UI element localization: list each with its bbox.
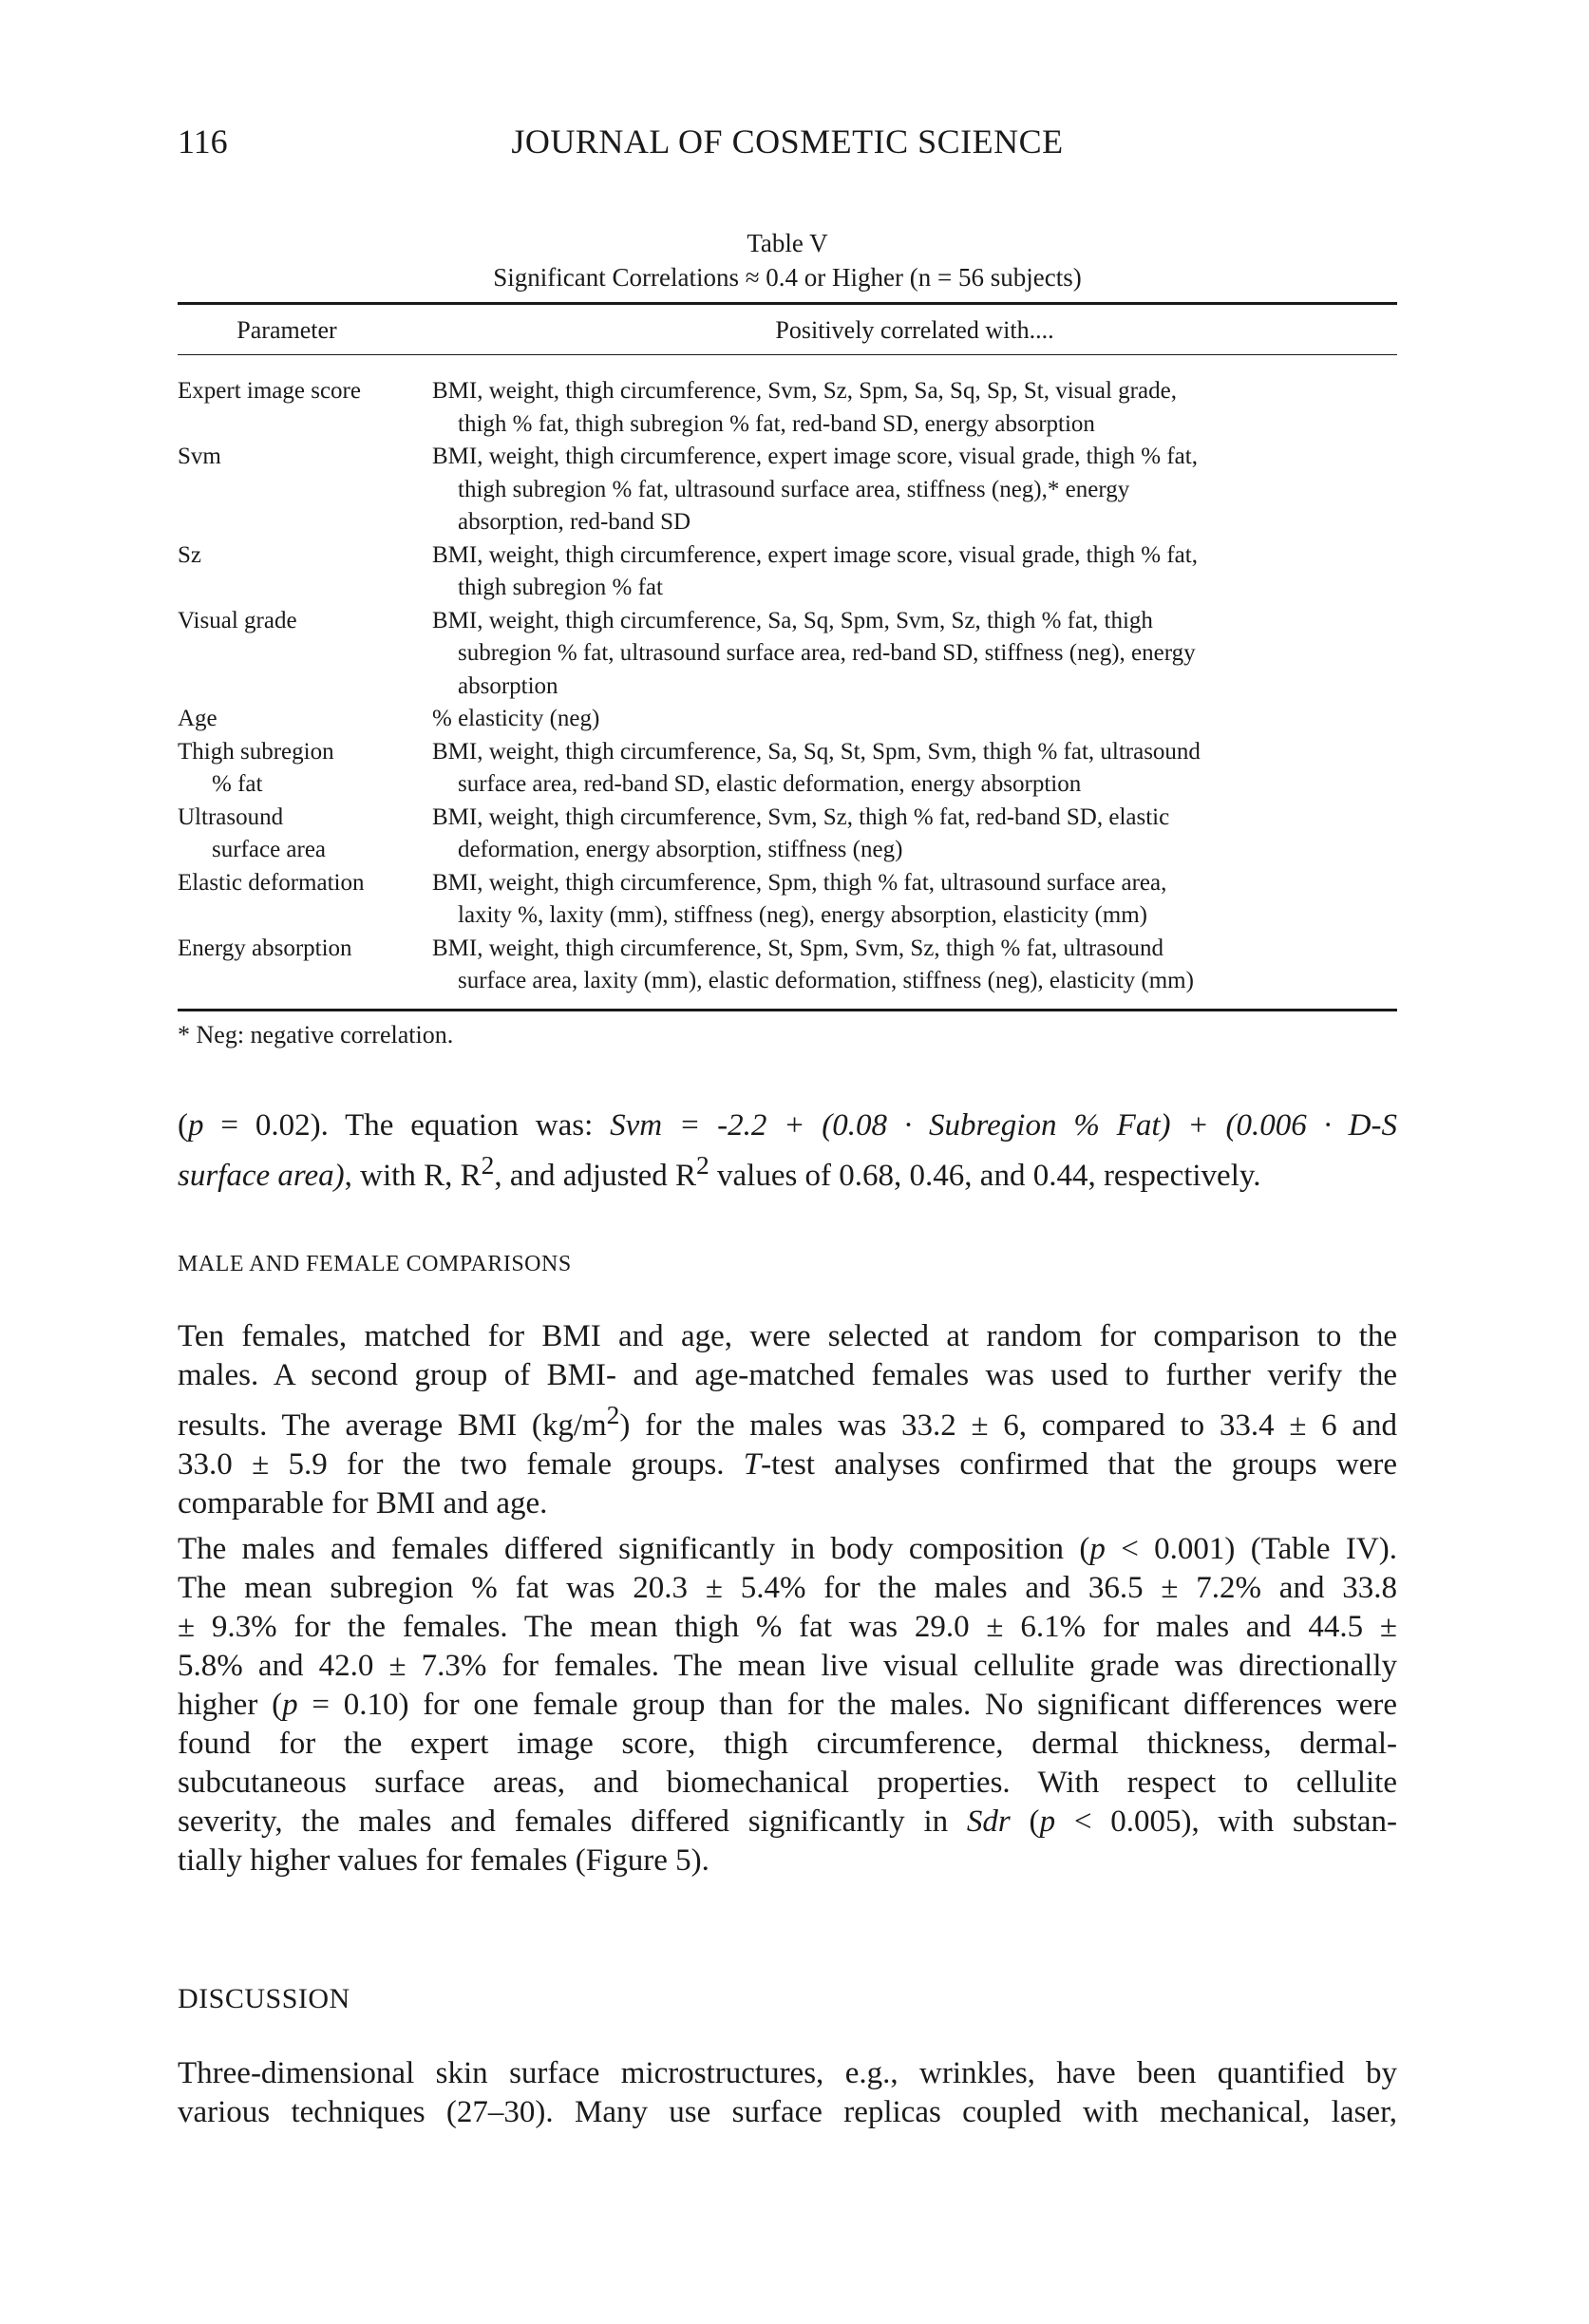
table-cell-parameter	[178, 605, 432, 704]
correlation-line: absorption	[458, 672, 558, 699]
table-title: Significant Correlations ≈ 0.4 or Higher (n = 56 subjects)	[493, 263, 1082, 292]
correlation-line: subregion % fat, ultrasound surface area, red-band SD, stiffness (neg), energy	[458, 640, 1196, 666]
table-header-rule	[178, 354, 1397, 355]
section-heading-discussion: DISCUSSION	[178, 1983, 350, 2014]
correlation-line: BMI, weight, thigh circumference, Spm, thigh % fat, ultrasound surface area,	[432, 869, 1167, 896]
table-cell-correlations	[432, 539, 1397, 605]
parameter-line: Visual grade	[178, 607, 297, 633]
table-cell-parameter	[178, 867, 432, 933]
table-cell-correlations	[432, 736, 1397, 802]
table-footnote: * Neg: negative correlation.	[178, 1021, 454, 1049]
parameter-line: % fat	[212, 771, 263, 797]
paragraph-male-female-1: Ten females, matched for BMI and age, were selected at random for comparison to the males. A second group of BMI- and age-matched females was used to further verify the results. The average BMI $(kg/m^2)$ for the males was 33.2 ± 6, compared to 33.4 ± 6 and 33.0 ± 5.9 for the two female groups. T-test analyses confirmed that the groups were comparable for BMI and age.	[178, 1319, 1397, 1521]
correlation-line: BMI, weight, thigh circumference, expert image score, visual grade, thigh % fat,	[432, 444, 1198, 469]
correlation-line: BMI, weight, thigh circumference, St, Spm, Svm, Sz, thigh % fat, ultrasound	[432, 935, 1164, 961]
table-cell-correlations	[432, 703, 1397, 736]
parameter-line: Thigh subregion	[178, 738, 334, 765]
correlation-line: surface area, red-band SD, elastic deformation, energy absorption	[458, 771, 1082, 797]
parameter-line: surface area	[212, 837, 327, 862]
correlation-line: % elasticity (neg)	[432, 706, 600, 731]
table-label: Table V	[747, 229, 828, 257]
journal-title: JOURNAL OF COSMETIC SCIENCE	[511, 123, 1064, 161]
correlation-line: deformation, energy absorption, stiffness (neg)	[458, 837, 903, 862]
table-row	[178, 933, 1397, 998]
table-row	[178, 375, 1397, 441]
correlation-line: BMI, weight, thigh circumference, Sa, Sq, St, Spm, Svm, thigh % fat, ultrasound	[432, 738, 1201, 765]
table-cell-correlations	[432, 375, 1397, 441]
page-number: 116	[178, 123, 228, 161]
parameter-line: Energy absorption	[178, 935, 352, 961]
correlation-line: laxity %, laxity (mm), stiffness (neg), energy absorption, elasticity (mm)	[458, 902, 1148, 928]
correlation-line: BMI, weight, thigh circumference, Svm, Sz, thigh % fat, red-band SD, elastic	[432, 803, 1170, 830]
table-row	[178, 867, 1397, 933]
table-body	[178, 375, 1397, 998]
table-row	[178, 736, 1397, 802]
table-cell-parameter	[178, 802, 432, 867]
correlation-line: thigh % fat, thigh subregion % fat, red-band SD, energy absorption	[458, 410, 1095, 437]
table-cell-parameter	[178, 703, 432, 736]
table-cell-correlations	[432, 867, 1397, 933]
table-cell-parameter	[178, 933, 432, 998]
correlation-line: surface area, laxity (mm), elastic deformation, stiffness (neg), elasticity (mm)	[458, 968, 1194, 993]
table-bottom-rule	[178, 1009, 1397, 1011]
table-cell-parameter	[178, 736, 432, 802]
equation-paragraph: (p = 0.02). The equation was: Svm = -2.2 + (0.08 · Subregion % Fat) + (0.006 · D-S surface area), with R, $R^2$, and adjusted $R^2$ values of 0.68, 0.46, and 0.44, respectively.	[178, 1108, 1398, 1193]
table-cell-parameter	[178, 441, 432, 539]
correlation-line: BMI, weight, thigh circumference, expert image score, visual grade, thigh % fat,	[432, 541, 1198, 568]
correlation-line: BMI, weight, thigh circumference, Svm, Sz, Spm, Sa, Sq, Sp, St, visual grade,	[432, 378, 1177, 404]
table-cell-correlations	[432, 802, 1397, 867]
table-cell-parameter	[178, 539, 432, 605]
table-top-rule	[178, 302, 1397, 305]
table-row	[178, 802, 1397, 867]
column-header-parameter: Parameter	[236, 316, 337, 344]
correlation-line: absorption, red-band SD	[458, 509, 691, 535]
correlation-line: thigh subregion % fat	[458, 575, 663, 600]
table-caption	[178, 226, 1397, 294]
section-heading-male-female: MALE AND FEMALE COMPARISONS	[178, 1252, 572, 1276]
parameter-line: Age	[178, 706, 218, 731]
table-row	[178, 539, 1397, 605]
table-row	[178, 441, 1397, 539]
table-cell-parameter	[178, 375, 432, 441]
table-cell-correlations	[432, 933, 1397, 998]
running-head	[178, 122, 1397, 163]
table-row	[178, 605, 1397, 704]
table-row	[178, 703, 1397, 736]
paragraph-discussion: Three-dimensional skin surface microstructures, e.g., wrinkles, have been quantified by various techniques (27–30). Many use surface replicas coupled with mechanical, laser,	[178, 2056, 1397, 2129]
correlation-line: BMI, weight, thigh circumference, Sa, Sq, Spm, Svm, Sz, thigh % fat, thigh	[432, 607, 1153, 633]
parameter-line: Sz	[178, 541, 201, 568]
regression-equation: Svm = -2.2 + (0.08 · Subregion % Fat) + (0.006 · D-S	[610, 1108, 1398, 1143]
parameter-line: Elastic deformation	[178, 869, 365, 896]
parameter-line: Ultrasound	[178, 803, 284, 830]
paragraph-male-female-2: The males and females differed significantly in body composition (p < 0.001) (Table IV). The mean subregion % fat was 20.3 ± 5.4% for the males and 36.5 ± 7.2% and 33.8 ± 9.3% for the females. The mean thigh % fat was 29.0 ± 6.1% for males and 44.5 ± 5.8% and 42.0 ± 7.3% for females. The mean live visual cellulite grade was directionally higher (p = 0.10) for one female group than for the males. No significant differences were found for the expert image score, thigh circumference, dermal thickness, dermal- subcutaneous surface areas, and biomechanical properties. With respect to cellulite severity, the males and females differed significantly in Sdr (p < 0.005), with substan- tially higher values for females (Figure 5).	[178, 1532, 1398, 1878]
table-cell-correlations	[432, 441, 1397, 539]
column-header-correlated: Positively correlated with....	[775, 316, 1054, 344]
parameter-line: Svm	[178, 444, 221, 469]
table-cell-correlations	[432, 605, 1397, 704]
correlation-line: thigh subregion % fat, ultrasound surface area, stiffness (neg),* energy	[458, 476, 1130, 502]
parameter-line: Expert image score	[178, 378, 361, 404]
